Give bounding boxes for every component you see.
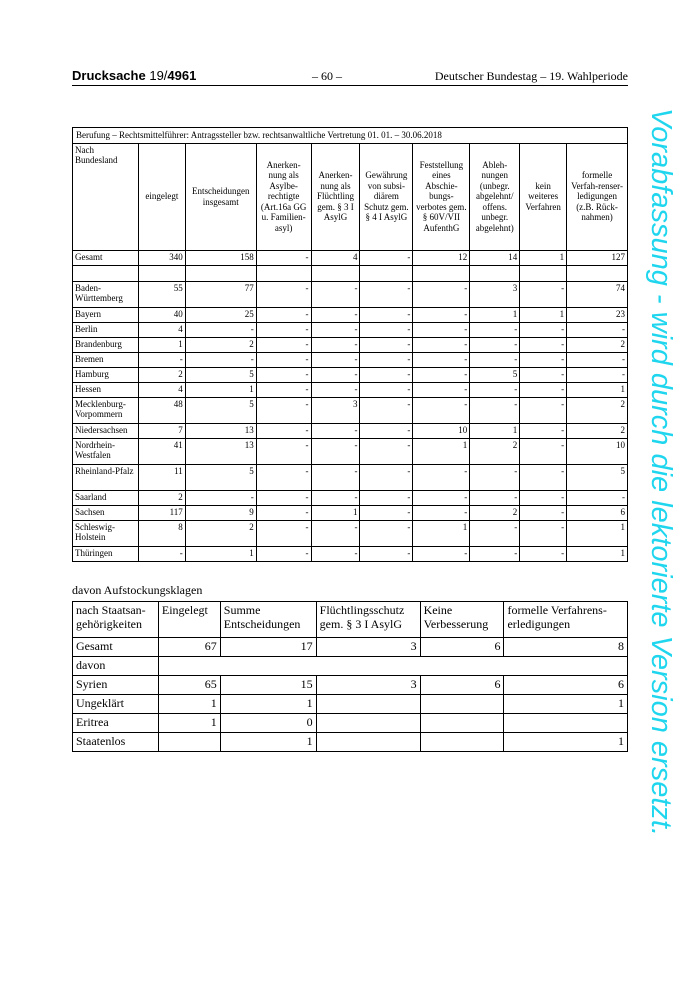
table-cell: - xyxy=(520,382,567,397)
table-row xyxy=(73,397,628,423)
column-header: Feststellung eines Abschie-bungs-verbotes gem. § 60V/VII AufenthG xyxy=(413,143,470,250)
table-cell: - xyxy=(360,337,413,352)
row-label: davon xyxy=(73,657,159,676)
table-cell: - xyxy=(311,490,360,505)
table-row xyxy=(73,367,628,382)
table-cell: - xyxy=(256,546,311,561)
table-cell: - xyxy=(256,250,311,265)
table-cell: 1 xyxy=(567,546,628,561)
table-cell: - xyxy=(413,367,470,382)
table-cell: - xyxy=(311,382,360,397)
table-cell: 23 xyxy=(567,307,628,322)
table-cell: - xyxy=(413,322,470,337)
table-cell: - xyxy=(470,352,520,367)
table-cell: - xyxy=(360,307,413,322)
table-cell: 2 xyxy=(470,505,520,520)
table-cell: - xyxy=(413,307,470,322)
table-cell: - xyxy=(360,322,413,337)
table-cell: - xyxy=(520,505,567,520)
table-cell xyxy=(420,714,504,733)
table-cell: - xyxy=(360,520,413,546)
table-cell: - xyxy=(470,520,520,546)
table-cell: 48 xyxy=(138,397,185,423)
table-cell: - xyxy=(360,490,413,505)
table-cell: 1 xyxy=(220,695,316,714)
table-cell: 1 xyxy=(138,337,185,352)
table-cell: 2 xyxy=(138,490,185,505)
table-cell: 4 xyxy=(311,250,360,265)
row-label: Gesamt xyxy=(73,250,139,265)
column-header: Flüchtlingsschutz gem. § 3 I AsylG xyxy=(316,602,420,638)
table-cell: - xyxy=(520,337,567,352)
table-cell: - xyxy=(311,352,360,367)
table-cell: - xyxy=(360,250,413,265)
table-cell: 77 xyxy=(185,281,256,307)
table-cell: 1 xyxy=(413,520,470,546)
table-row xyxy=(73,337,628,352)
table-cell: 11 xyxy=(138,464,185,490)
table-cell: 1 xyxy=(158,695,220,714)
column-header: Ableh-nungen (unbegr. abgelehnt/ offens. unbegr. abgelehnt) xyxy=(470,143,520,250)
table-cell: - xyxy=(470,322,520,337)
table-cell: - xyxy=(311,423,360,438)
table-row xyxy=(73,423,628,438)
table-cell: 1 xyxy=(158,714,220,733)
table-cell: - xyxy=(470,337,520,352)
table-cell xyxy=(316,714,420,733)
column-header: kein weiteres Verfahren xyxy=(520,143,567,250)
page-header xyxy=(72,68,628,86)
table-cell xyxy=(316,695,420,714)
table-cell: 6 xyxy=(567,505,628,520)
table-cell: 1 xyxy=(470,423,520,438)
table-cell: - xyxy=(256,307,311,322)
table-cell: 0 xyxy=(220,714,316,733)
table-cell: - xyxy=(256,382,311,397)
empty-cell xyxy=(73,265,139,281)
table-cell: - xyxy=(311,546,360,561)
table-cell: - xyxy=(256,438,311,464)
table-cell: - xyxy=(256,322,311,337)
table-row xyxy=(73,714,628,733)
table-cell: 1 xyxy=(470,307,520,322)
table-cell: - xyxy=(360,546,413,561)
table-cell: 1 xyxy=(520,250,567,265)
table-cell: 25 xyxy=(185,307,256,322)
table-cell: - xyxy=(520,397,567,423)
table-cell: 4 xyxy=(138,382,185,397)
table-row xyxy=(73,490,628,505)
column-header: Anerken-nung als Asylbe-rechtigte (Art.16a GG u. Familien-asyl) xyxy=(256,143,311,250)
table-row xyxy=(73,505,628,520)
table-cell: 14 xyxy=(470,250,520,265)
table-cell: - xyxy=(413,337,470,352)
table-cell: - xyxy=(185,322,256,337)
table-cell: 117 xyxy=(138,505,185,520)
table-cell: - xyxy=(520,438,567,464)
column-header: Gewährung von subsi-diärem Schutz gem. § 4 I AsylG xyxy=(360,143,413,250)
table-cell: 127 xyxy=(567,250,628,265)
table-row xyxy=(73,695,628,714)
table-cell: - xyxy=(256,520,311,546)
table-cell: 13 xyxy=(185,423,256,438)
table-cell: - xyxy=(360,352,413,367)
table-cell: 5 xyxy=(185,464,256,490)
table-cell: - xyxy=(413,397,470,423)
table-cell: - xyxy=(256,352,311,367)
table-cell: - xyxy=(413,546,470,561)
table-cell: 6 xyxy=(504,676,628,695)
table-cell: 3 xyxy=(470,281,520,307)
table-cell: 74 xyxy=(567,281,628,307)
table-row xyxy=(73,352,628,367)
table-cell: - xyxy=(520,322,567,337)
table-cell: - xyxy=(138,546,185,561)
table-cell: 1 xyxy=(185,382,256,397)
table-cell: 67 xyxy=(158,638,220,657)
table-cell: - xyxy=(520,520,567,546)
table-cell: - xyxy=(360,367,413,382)
row-label: Gesamt xyxy=(73,638,159,657)
appeals-table xyxy=(72,127,628,562)
table-cell: 1 xyxy=(220,733,316,752)
table-cell: - xyxy=(413,464,470,490)
column-header: Keine Verbesserung xyxy=(420,602,504,638)
publisher: Deutscher Bundestag – 19. Wahlperiode xyxy=(434,69,628,83)
draft-watermark: Vorabfassung - wird durch die lektorierte Version ersetzt. xyxy=(645,108,677,837)
table-cell: 2 xyxy=(185,337,256,352)
row-label: Mecklenburg-Vorpommern xyxy=(73,397,139,423)
empty-cell xyxy=(470,265,520,281)
page-number: – 60 – xyxy=(312,69,342,83)
row-label: Hessen xyxy=(73,382,139,397)
row-label: Baden-Württemberg xyxy=(73,281,139,307)
table-cell: 41 xyxy=(138,438,185,464)
row-label: Ungeklärt xyxy=(73,695,159,714)
row-label: Rheinland-Pfalz xyxy=(73,464,139,490)
table-cell: 2 xyxy=(470,438,520,464)
table-cell: - xyxy=(520,423,567,438)
table-cell: - xyxy=(520,490,567,505)
table-cell: - xyxy=(256,281,311,307)
table-cell: 2 xyxy=(567,337,628,352)
section-subtitle: davon Aufstockungsklagen xyxy=(72,583,203,597)
table-cell: - xyxy=(567,490,628,505)
empty-cell xyxy=(256,265,311,281)
table-cell: 2 xyxy=(138,367,185,382)
empty-cell xyxy=(138,265,185,281)
table-row xyxy=(73,464,628,490)
table-cell: 1 xyxy=(504,695,628,714)
table-cell: 8 xyxy=(504,638,628,657)
davon-row xyxy=(73,657,628,676)
table-cell: 1 xyxy=(567,520,628,546)
table-cell: - xyxy=(185,490,256,505)
table-cell: 40 xyxy=(138,307,185,322)
row-label: Eritrea xyxy=(73,714,159,733)
row-label: Saarland xyxy=(73,490,139,505)
table-cell: 4 xyxy=(138,322,185,337)
table-cell: - xyxy=(256,397,311,423)
table-cell: - xyxy=(470,490,520,505)
document-number xyxy=(72,68,196,83)
table-cell: - xyxy=(470,464,520,490)
table-row xyxy=(73,438,628,464)
table-cell: - xyxy=(360,438,413,464)
table-cell: 12 xyxy=(413,250,470,265)
table-cell: 5 xyxy=(567,464,628,490)
table-cell: - xyxy=(413,281,470,307)
table-cell: - xyxy=(470,382,520,397)
row-label: Syrien xyxy=(73,676,159,695)
table-cell: - xyxy=(470,546,520,561)
table-cell: - xyxy=(360,281,413,307)
table-cell: - xyxy=(520,367,567,382)
table-cell: 10 xyxy=(567,438,628,464)
row-label: Sachsen xyxy=(73,505,139,520)
table-row xyxy=(73,733,628,752)
table-cell: 3 xyxy=(316,638,420,657)
table-cell: - xyxy=(360,382,413,397)
column-header: Summe Entscheidungen xyxy=(220,602,316,638)
table-row xyxy=(73,281,628,307)
column-header: formelle Verfahrens-erledigungen xyxy=(504,602,628,638)
row-label: Bayern xyxy=(73,307,139,322)
table-cell: 5 xyxy=(185,397,256,423)
table-cell: 3 xyxy=(316,676,420,695)
table-cell: - xyxy=(185,352,256,367)
table-cell xyxy=(158,733,220,752)
table-cell: 10 xyxy=(413,423,470,438)
table-cell: 1 xyxy=(311,505,360,520)
row-label: Schleswig-Holstein xyxy=(73,520,139,546)
table-cell: 2 xyxy=(185,520,256,546)
table-cell: 65 xyxy=(158,676,220,695)
row-label: Hamburg xyxy=(73,367,139,382)
table-row xyxy=(73,307,628,322)
doc-label: Drucksache xyxy=(72,68,146,83)
table-row xyxy=(73,250,628,265)
table-cell: - xyxy=(567,367,628,382)
empty-cell xyxy=(360,265,413,281)
table-cell: - xyxy=(311,337,360,352)
table-cell: - xyxy=(256,423,311,438)
table-cell: 6 xyxy=(420,638,504,657)
row-label: Niedersachsen xyxy=(73,423,139,438)
table-cell: 1 xyxy=(413,438,470,464)
table-cell: 1 xyxy=(567,382,628,397)
table-cell: 158 xyxy=(185,250,256,265)
table-cell: - xyxy=(311,307,360,322)
table-cell: 9 xyxy=(185,505,256,520)
table-cell: 55 xyxy=(138,281,185,307)
table-cell: - xyxy=(256,490,311,505)
table-cell: - xyxy=(360,423,413,438)
doc-number-prefix: 19/ xyxy=(149,68,168,83)
table-cell: - xyxy=(311,520,360,546)
column-header: eingelegt xyxy=(138,143,185,250)
table-row xyxy=(73,520,628,546)
table-cell: 6 xyxy=(420,676,504,695)
table-cell xyxy=(420,733,504,752)
table-cell: 1 xyxy=(185,546,256,561)
column-header: Entscheidungen insgesamt xyxy=(185,143,256,250)
table-caption: Berufung – Rechtsmittelführer: Antragssteller bzw. rechtsanwaltliche Vertretung 01. 01. – 30.06.2018 xyxy=(73,128,628,144)
table-cell: 1 xyxy=(520,307,567,322)
empty-cell xyxy=(311,265,360,281)
empty-cell xyxy=(413,265,470,281)
table-cell: - xyxy=(256,367,311,382)
empty-cell xyxy=(158,657,627,676)
empty-cell xyxy=(567,265,628,281)
column-header: formelle Verfah-renser-ledigungen (z.B. Rück-nahmen) xyxy=(567,143,628,250)
table-row xyxy=(73,322,628,337)
table-cell: 8 xyxy=(138,520,185,546)
table-cell: 2 xyxy=(567,397,628,423)
table-cell: - xyxy=(413,352,470,367)
table-cell: - xyxy=(311,322,360,337)
table-cell: - xyxy=(311,367,360,382)
table-cell: - xyxy=(256,505,311,520)
table-cell: 2 xyxy=(567,423,628,438)
table-cell: 17 xyxy=(220,638,316,657)
empty-cell xyxy=(520,265,567,281)
table-row xyxy=(73,546,628,561)
spacer-row xyxy=(73,265,628,281)
table-cell: 7 xyxy=(138,423,185,438)
table-cell: - xyxy=(413,382,470,397)
table-row xyxy=(73,676,628,695)
row-label: Bremen xyxy=(73,352,139,367)
table-cell xyxy=(504,714,628,733)
table-cell xyxy=(316,733,420,752)
table-cell: - xyxy=(256,464,311,490)
table-cell: 5 xyxy=(185,367,256,382)
table-cell: - xyxy=(520,281,567,307)
row-label: Berlin xyxy=(73,322,139,337)
table-cell: - xyxy=(567,352,628,367)
table-cell: 3 xyxy=(311,397,360,423)
table-cell: - xyxy=(413,505,470,520)
table-cell: 15 xyxy=(220,676,316,695)
table-cell: - xyxy=(360,505,413,520)
table-cell: - xyxy=(520,352,567,367)
row-label: Brandenburg xyxy=(73,337,139,352)
table-cell: - xyxy=(360,464,413,490)
row-label: Staatenlos xyxy=(73,733,159,752)
row-label: Nordrhein-Westfalen xyxy=(73,438,139,464)
table-cell: 13 xyxy=(185,438,256,464)
table-cell: - xyxy=(138,352,185,367)
column-header: Anerken-nung als Flüchtling gem. § 3 I AsylG xyxy=(311,143,360,250)
row-label: Thüringen xyxy=(73,546,139,561)
table-cell: - xyxy=(413,490,470,505)
table-cell: - xyxy=(567,322,628,337)
table-cell: - xyxy=(520,546,567,561)
table-row xyxy=(73,382,628,397)
table-cell: 1 xyxy=(504,733,628,752)
table-cell: - xyxy=(311,464,360,490)
table-cell: 340 xyxy=(138,250,185,265)
column-header: nach Staatsan-gehörigkeiten xyxy=(73,602,159,638)
top-up-claims-table xyxy=(72,601,628,752)
table-cell: - xyxy=(311,438,360,464)
table-cell: - xyxy=(520,464,567,490)
column-header: Eingelegt xyxy=(158,602,220,638)
table-cell: - xyxy=(311,281,360,307)
table-row xyxy=(73,638,628,657)
table-cell: - xyxy=(360,397,413,423)
table-cell: - xyxy=(256,337,311,352)
doc-number: 4961 xyxy=(167,68,197,83)
table-cell xyxy=(420,695,504,714)
empty-cell xyxy=(185,265,256,281)
table-cell: 5 xyxy=(470,367,520,382)
column-header: Nach Bundesland xyxy=(73,143,139,250)
table-cell: - xyxy=(470,397,520,423)
